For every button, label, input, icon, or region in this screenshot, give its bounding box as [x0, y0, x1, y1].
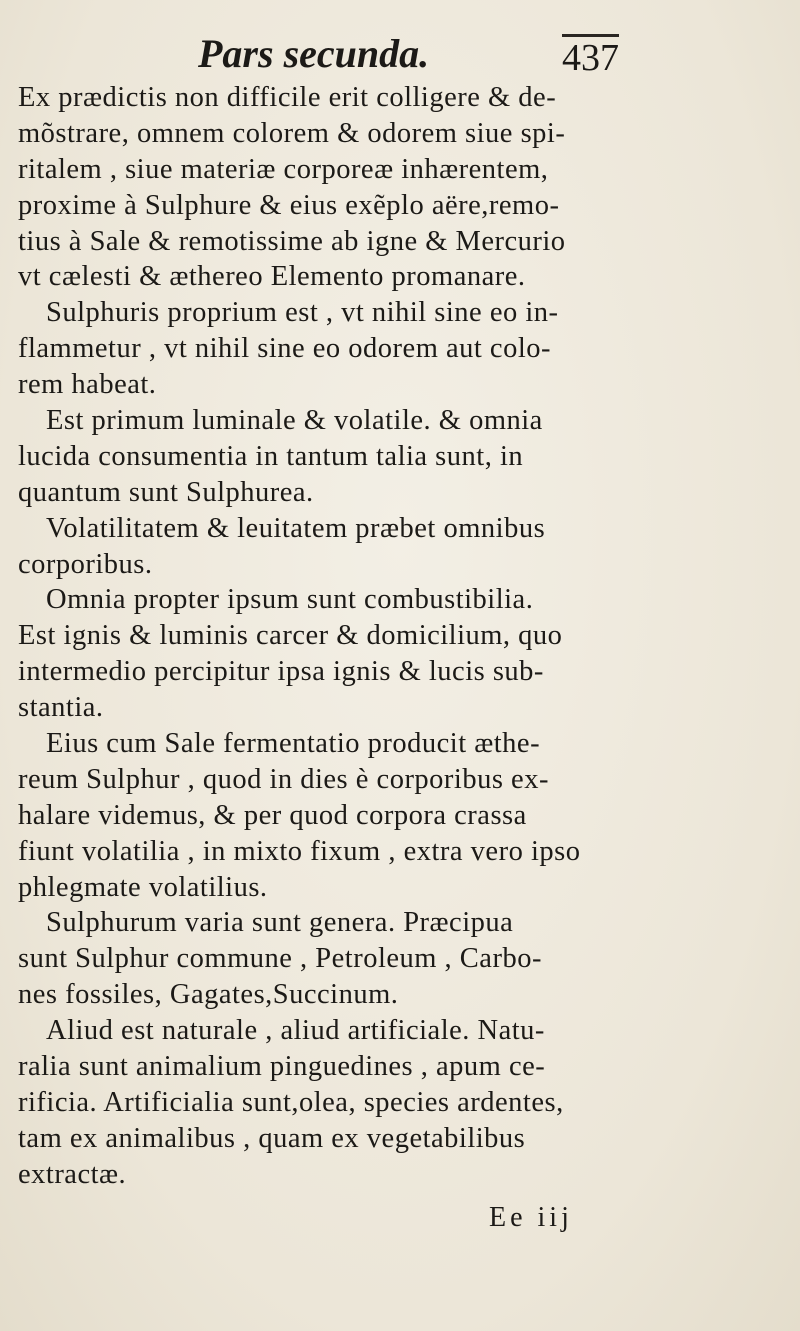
- text-line: vt cælesti & æthereo Elemento promanare.: [18, 261, 526, 293]
- text-line: Eius cum Sale fermentatio producit æthe-: [46, 728, 541, 760]
- text-line: lucida consumentia in tantum talia sunt, in: [18, 440, 524, 472]
- text-line: Sulphuris proprium est , vt nihil sine eo in-: [46, 297, 559, 329]
- text-line: proxime à Sulphure & eius exẽplo aëre,remo-: [18, 189, 560, 221]
- text-line: Sulphurum varia sunt genera. Præcipua: [46, 907, 514, 939]
- page-number: 437: [562, 34, 619, 77]
- text-line: Est ignis & luminis carcer & domicilium, quo: [18, 620, 563, 652]
- text-line: rem habeat.: [18, 369, 157, 401]
- body-text: [18, 80, 793, 1193]
- text-line: Est primum luminale & volatile. & omnia: [46, 405, 543, 437]
- text-line: corporibus.: [18, 548, 153, 580]
- text-line: nes fossiles, Gagates,Succinum.: [18, 979, 399, 1011]
- text-line: ritalem , siue materiæ corporeæ inhærentem,: [18, 153, 549, 185]
- text-line: mõstrare, omnem colorem & odorem siue spi-: [18, 117, 566, 149]
- text-line: Ex prædictis non difficile erit colligere & de-: [18, 82, 557, 113]
- text-line: Aliud est naturale , aliud artificiale. Natu-: [46, 1015, 545, 1047]
- text-line: Omnia propter ipsum sunt combustibilia.: [46, 584, 534, 616]
- running-title: Pars secunda.: [198, 31, 430, 76]
- text-line: halare videmus, & per quod corpora crassa: [18, 799, 527, 831]
- text-line: Volatilitatem & leuitatem præbet omnibus: [46, 512, 546, 544]
- text-line: flammetur , vt nihil sine eo odorem aut colo-: [18, 333, 551, 365]
- text-line: ralia sunt animalium pinguedines , apum ce-: [18, 1051, 546, 1083]
- text-line: reum Sulphur , quod in dies è corporibus ex-: [18, 763, 549, 795]
- text-line: rificia. Artificialia sunt,olea, species ardentes,: [18, 1086, 564, 1118]
- text-line: fiunt volatilia , in mixto fixum , extra vero ipso: [18, 835, 581, 867]
- text-line: quantum sunt Sulphurea.: [18, 476, 314, 508]
- text-line: stantia.: [18, 692, 104, 724]
- page-header: [0, 14, 800, 78]
- signature-mark: Ee iij: [489, 1202, 573, 1233]
- text-line: sunt Sulphur commune , Petroleum , Carbo-: [18, 943, 542, 975]
- text-line: extractæ.: [18, 1158, 127, 1190]
- text-line: intermedio percipitur ipsa ignis & lucis sub-: [18, 656, 544, 688]
- text-line: tius à Sale & remotissime ab igne & Mercurio: [18, 225, 566, 257]
- text-line: tam ex animalibus , quam ex vegetabilibus: [18, 1122, 526, 1154]
- text-line: phlegmate volatilius.: [18, 871, 268, 903]
